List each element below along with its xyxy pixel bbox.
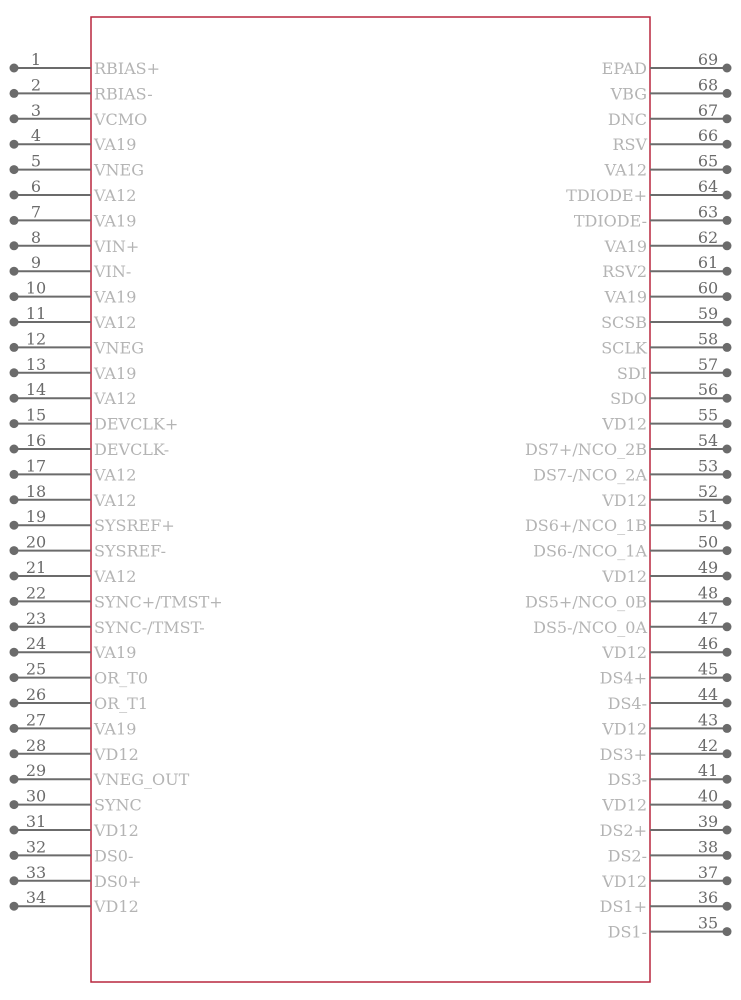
pin-11 bbox=[10, 304, 137, 332]
pin-terminal-dot bbox=[10, 648, 19, 657]
pin-label: VD12 bbox=[602, 871, 647, 891]
pin-number: 43 bbox=[697, 710, 719, 730]
pin-label: VD12 bbox=[94, 744, 139, 764]
pin-terminal-dot bbox=[10, 622, 19, 631]
pin-terminal-dot bbox=[10, 419, 19, 428]
pin-terminal-dot bbox=[723, 673, 732, 682]
pin-number: 33 bbox=[25, 862, 47, 882]
pin-terminal-dot bbox=[723, 826, 732, 835]
pin-terminal-dot bbox=[723, 419, 732, 428]
pin-label: OR_T1 bbox=[94, 694, 149, 713]
pin-number: 10 bbox=[25, 278, 47, 298]
pin-number: 40 bbox=[697, 786, 719, 806]
pin-label: DS2+ bbox=[599, 821, 647, 840]
pin-55 bbox=[601, 406, 731, 434]
pin-number: 15 bbox=[25, 405, 47, 425]
pin-terminal-dot bbox=[723, 546, 732, 555]
pin-label: VA12 bbox=[94, 567, 137, 586]
pin-label: VA12 bbox=[604, 160, 647, 180]
pin-label: VA19 bbox=[94, 287, 137, 307]
pin-28 bbox=[10, 736, 139, 764]
pin-terminal-dot bbox=[723, 318, 732, 327]
pin-terminal-dot bbox=[723, 927, 732, 936]
pin-number: 2 bbox=[30, 75, 42, 95]
pin-label: DEVCLK+ bbox=[94, 414, 179, 434]
pin-50 bbox=[533, 533, 731, 561]
pin-number: 50 bbox=[697, 532, 719, 552]
pin-label: SYSREF- bbox=[94, 541, 166, 561]
pin-terminal-dot bbox=[10, 851, 19, 860]
pin-terminal-dot bbox=[723, 368, 732, 377]
pin-terminal-dot bbox=[723, 343, 732, 352]
pin-label: VCMO bbox=[94, 109, 148, 129]
pin-label: SYNC-/TMST- bbox=[94, 617, 205, 637]
pin-terminal-dot bbox=[723, 572, 732, 581]
pin-terminal-dot bbox=[723, 191, 732, 200]
pin-terminal-dot bbox=[10, 114, 19, 123]
pin-number: 27 bbox=[25, 710, 47, 730]
pin-label: VA12 bbox=[94, 389, 137, 409]
pin-label: VA19 bbox=[604, 287, 647, 307]
pin-number: 12 bbox=[25, 329, 47, 349]
pin-label: SDI bbox=[616, 363, 647, 383]
pin-30 bbox=[10, 787, 142, 815]
pin-terminal-dot bbox=[723, 775, 732, 784]
pin-number: 7 bbox=[30, 202, 42, 222]
pin-terminal-dot bbox=[723, 292, 732, 301]
pin-number: 47 bbox=[697, 608, 719, 628]
pin-16 bbox=[10, 431, 170, 459]
pin-terminal-dot bbox=[10, 394, 19, 403]
pin-27 bbox=[10, 710, 137, 738]
pin-terminal-dot bbox=[10, 673, 19, 682]
pin-number: 46 bbox=[697, 634, 719, 654]
right-pin-group bbox=[525, 50, 732, 942]
pin-number: 39 bbox=[697, 812, 719, 831]
pin-67 bbox=[608, 101, 732, 129]
pin-number: 28 bbox=[25, 735, 47, 755]
pin-number: 64 bbox=[697, 177, 719, 196]
pin-terminal-dot bbox=[10, 368, 19, 377]
pin-label: VA12 bbox=[94, 186, 137, 205]
pin-number: 67 bbox=[697, 100, 719, 120]
pin-label: DNC bbox=[607, 109, 647, 129]
pin-label: VA19 bbox=[94, 363, 137, 383]
pin-label: VA19 bbox=[94, 719, 137, 739]
pin-number: 31 bbox=[25, 812, 47, 831]
pin-terminal-dot bbox=[723, 495, 732, 504]
pin-31 bbox=[10, 812, 139, 840]
pin-41 bbox=[608, 761, 732, 789]
pin-label: OR_T0 bbox=[94, 668, 149, 688]
pin-number: 36 bbox=[697, 888, 719, 908]
pin-terminal-dot bbox=[10, 902, 19, 911]
pin-terminal-dot bbox=[10, 318, 19, 327]
pin-label: VD12 bbox=[602, 795, 647, 815]
pin-label: RBIAS+ bbox=[94, 59, 161, 78]
pin-number: 65 bbox=[697, 151, 719, 171]
pin-terminal-dot bbox=[10, 165, 19, 174]
pin-number: 20 bbox=[25, 532, 47, 552]
pin-2 bbox=[10, 75, 153, 103]
pin-number: 35 bbox=[697, 913, 719, 933]
pin-terminal-dot bbox=[10, 140, 19, 149]
pin-number: 52 bbox=[697, 481, 719, 501]
pin-label: DS7-/NCO_2A bbox=[533, 465, 647, 485]
pin-14 bbox=[10, 380, 137, 408]
pin-44 bbox=[608, 685, 732, 713]
pin-21 bbox=[10, 558, 137, 586]
pin-label: VA19 bbox=[94, 211, 137, 231]
pin-46 bbox=[601, 634, 731, 662]
pin-number: 5 bbox=[30, 151, 42, 171]
pin-number: 62 bbox=[697, 227, 719, 247]
pin-number: 58 bbox=[697, 329, 719, 349]
pin-17 bbox=[10, 456, 137, 484]
pin-terminal-dot bbox=[10, 64, 19, 73]
pin-number: 22 bbox=[25, 583, 47, 603]
pin-label: DS6-/NCO_1A bbox=[533, 541, 647, 561]
pin-terminal-dot bbox=[10, 191, 19, 200]
pin-terminal-dot bbox=[723, 648, 732, 657]
pin-label: RBIAS- bbox=[94, 84, 153, 104]
pin-number: 63 bbox=[697, 202, 719, 222]
pin-number: 68 bbox=[697, 75, 719, 95]
pin-number: 69 bbox=[697, 50, 719, 69]
pin-number: 37 bbox=[697, 862, 719, 882]
pin-number: 24 bbox=[25, 634, 47, 654]
pin-number: 9 bbox=[30, 253, 42, 273]
pin-number: 16 bbox=[25, 431, 47, 450]
pin-35 bbox=[608, 914, 732, 942]
pin-label: DS4- bbox=[607, 694, 647, 713]
pin-label: SDO bbox=[610, 389, 647, 409]
pin-number: 59 bbox=[697, 304, 719, 323]
pin-20 bbox=[10, 533, 167, 561]
pin-number: 23 bbox=[25, 608, 47, 628]
pin-terminal-dot bbox=[10, 89, 19, 98]
pin-number: 45 bbox=[697, 659, 719, 679]
pin-terminal-dot bbox=[723, 521, 732, 530]
pin-number: 19 bbox=[25, 507, 47, 527]
pin-terminal-dot bbox=[723, 165, 732, 174]
pin-number: 54 bbox=[697, 431, 719, 450]
pin-9 bbox=[10, 253, 132, 281]
pin-number: 3 bbox=[30, 100, 42, 120]
pin-terminal-dot bbox=[10, 470, 19, 479]
pin-terminal-dot bbox=[10, 546, 19, 555]
pin-terminal-dot bbox=[10, 876, 19, 885]
pin-label: DS1+ bbox=[599, 897, 647, 917]
pin-label: VNEG bbox=[94, 338, 145, 358]
pin-51 bbox=[525, 507, 732, 535]
pin-number: 6 bbox=[30, 177, 42, 196]
pin-15 bbox=[10, 406, 179, 434]
pin-terminal-dot bbox=[723, 724, 732, 733]
pin-13 bbox=[10, 355, 137, 383]
pin-label: DS1- bbox=[607, 922, 647, 942]
pin-label: DS0+ bbox=[94, 871, 142, 891]
pin-label: DS5+/NCO_0B bbox=[524, 592, 647, 612]
pin-60 bbox=[604, 279, 732, 307]
ic-body-outline bbox=[91, 17, 650, 982]
pin-42 bbox=[600, 736, 732, 764]
pin-54 bbox=[525, 431, 732, 459]
pin-terminal-dot bbox=[10, 572, 19, 581]
pin-26 bbox=[10, 685, 149, 713]
pin-number: 4 bbox=[30, 126, 42, 146]
pin-1 bbox=[10, 50, 161, 78]
pin-number: 26 bbox=[25, 685, 47, 704]
pin-53 bbox=[533, 456, 731, 484]
pin-terminal-dot bbox=[10, 699, 19, 708]
pin-label: DS0- bbox=[94, 846, 134, 866]
pin-label: VA12 bbox=[94, 490, 137, 510]
pin-label: VIN- bbox=[94, 262, 132, 282]
pin-49 bbox=[601, 558, 731, 586]
pin-48 bbox=[525, 583, 732, 611]
pin-38 bbox=[608, 837, 732, 865]
pin-8 bbox=[10, 228, 140, 256]
pin-number: 1 bbox=[30, 50, 42, 69]
pin-number: 42 bbox=[697, 735, 719, 755]
pin-number: 49 bbox=[697, 558, 719, 577]
pin-terminal-dot bbox=[723, 114, 732, 123]
pin-terminal-dot bbox=[723, 699, 732, 708]
pin-terminal-dot bbox=[10, 267, 19, 276]
pin-label: VD12 bbox=[94, 821, 139, 840]
pin-34 bbox=[10, 888, 139, 916]
pin-number: 56 bbox=[697, 380, 719, 400]
pin-label: DS7+/NCO_2B bbox=[524, 440, 647, 459]
pin-terminal-dot bbox=[723, 851, 732, 860]
pin-terminal-dot bbox=[10, 775, 19, 784]
pin-number: 60 bbox=[697, 278, 719, 298]
pin-7 bbox=[10, 202, 137, 230]
pin-terminal-dot bbox=[723, 622, 732, 631]
pin-39 bbox=[600, 812, 732, 840]
pin-label: DS3+ bbox=[599, 744, 647, 764]
pin-57 bbox=[617, 355, 732, 383]
pin-23 bbox=[10, 609, 205, 637]
pin-label: EPAD bbox=[601, 59, 647, 78]
pin-59 bbox=[601, 304, 731, 332]
pin-68 bbox=[610, 75, 732, 103]
pin-number: 11 bbox=[25, 304, 47, 323]
pin-label: VA19 bbox=[604, 236, 647, 256]
pin-61 bbox=[602, 253, 731, 281]
pin-66 bbox=[612, 126, 731, 154]
pin-terminal-dot bbox=[10, 724, 19, 733]
pin-terminal-dot bbox=[10, 521, 19, 530]
pin-number: 55 bbox=[697, 405, 719, 425]
pin-number: 53 bbox=[697, 456, 719, 476]
pin-33 bbox=[10, 863, 142, 891]
pin-label: VD12 bbox=[94, 897, 139, 917]
pin-label: SYSREF+ bbox=[94, 516, 175, 536]
pin-label: VNEG_OUT bbox=[94, 770, 190, 790]
pin-label: DS3- bbox=[607, 770, 647, 790]
pin-number: 57 bbox=[697, 354, 719, 374]
pin-19 bbox=[10, 507, 175, 535]
pin-terminal-dot bbox=[723, 89, 732, 98]
pin-number: 13 bbox=[25, 354, 47, 374]
pin-number: 32 bbox=[25, 837, 47, 857]
pin-label: TDIODE+ bbox=[566, 186, 647, 205]
pin-25 bbox=[10, 660, 149, 688]
pin-label: DS2- bbox=[607, 846, 647, 866]
pin-terminal-dot bbox=[723, 216, 732, 225]
pin-3 bbox=[10, 101, 148, 129]
pin-22 bbox=[10, 583, 223, 611]
pin-label: DS4+ bbox=[599, 668, 647, 688]
pin-label: DS6+/NCO_1B bbox=[524, 516, 647, 536]
pin-6 bbox=[10, 177, 137, 205]
pin-number: 44 bbox=[697, 685, 719, 704]
pin-terminal-dot bbox=[723, 64, 732, 73]
pin-label: TDIODE- bbox=[573, 211, 647, 231]
pin-65 bbox=[604, 152, 732, 180]
pin-62 bbox=[604, 228, 732, 256]
pin-number: 38 bbox=[697, 837, 719, 857]
pin-43 bbox=[601, 710, 731, 738]
pin-label: VD12 bbox=[602, 567, 647, 586]
left-pin-group bbox=[10, 50, 223, 916]
pin-label: SYNC bbox=[94, 795, 142, 815]
pin-40 bbox=[601, 787, 731, 815]
pin-4 bbox=[10, 126, 137, 154]
pin-label: VNEG bbox=[94, 160, 145, 180]
pin-terminal-dot bbox=[10, 800, 19, 809]
pin-number: 61 bbox=[697, 253, 719, 273]
pin-terminal-dot bbox=[723, 597, 732, 606]
pin-number: 34 bbox=[25, 888, 47, 908]
pin-label: VA19 bbox=[94, 135, 137, 155]
pin-terminal-dot bbox=[723, 445, 732, 454]
pin-47 bbox=[533, 609, 731, 637]
pin-label: VA19 bbox=[94, 643, 137, 663]
pin-number: 14 bbox=[25, 380, 47, 400]
pin-label: DS5-/NCO_0A bbox=[533, 617, 647, 637]
pin-number: 25 bbox=[25, 659, 47, 679]
pin-label: VD12 bbox=[602, 414, 647, 434]
pin-label: DEVCLK- bbox=[94, 440, 170, 459]
pin-label: VIN+ bbox=[94, 236, 140, 256]
pin-45 bbox=[600, 660, 732, 688]
pin-label: VBG bbox=[610, 84, 647, 104]
pin-terminal-dot bbox=[723, 267, 732, 276]
pin-5 bbox=[10, 152, 145, 180]
pin-terminal-dot bbox=[10, 445, 19, 454]
pin-terminal-dot bbox=[723, 876, 732, 885]
pin-terminal-dot bbox=[10, 826, 19, 835]
pin-terminal-dot bbox=[723, 902, 732, 911]
pin-number: 17 bbox=[25, 456, 47, 476]
pin-label: RSV2 bbox=[602, 262, 647, 282]
pin-label: VA12 bbox=[94, 313, 137, 332]
pin-12 bbox=[10, 329, 145, 357]
pin-terminal-dot bbox=[723, 470, 732, 479]
pin-terminal-dot bbox=[723, 749, 732, 758]
pin-32 bbox=[10, 837, 134, 865]
pin-terminal-dot bbox=[723, 140, 732, 149]
pin-number: 29 bbox=[25, 761, 47, 781]
pin-terminal-dot bbox=[10, 343, 19, 352]
pin-56 bbox=[610, 380, 731, 408]
pin-58 bbox=[601, 329, 731, 357]
pin-number: 18 bbox=[25, 481, 47, 501]
pin-terminal-dot bbox=[723, 241, 732, 250]
pin-number: 8 bbox=[30, 227, 42, 247]
pin-label: VA12 bbox=[94, 465, 137, 485]
pin-terminal-dot bbox=[10, 495, 19, 504]
pin-number: 41 bbox=[697, 761, 719, 781]
pin-69 bbox=[602, 50, 732, 78]
pin-label: SYNC+/TMST+ bbox=[94, 592, 223, 612]
pin-29 bbox=[10, 761, 190, 789]
pin-terminal-dot bbox=[10, 216, 19, 225]
pin-terminal-dot bbox=[10, 292, 19, 301]
pin-36 bbox=[600, 888, 732, 916]
pin-terminal-dot bbox=[723, 800, 732, 809]
pin-number: 66 bbox=[697, 126, 719, 146]
pin-10 bbox=[10, 279, 137, 307]
pin-52 bbox=[601, 482, 731, 510]
pin-label: RSV bbox=[612, 135, 647, 155]
pin-18 bbox=[10, 482, 137, 510]
pin-label: SCSB bbox=[601, 313, 647, 332]
pin-37 bbox=[601, 863, 731, 891]
pin-24 bbox=[10, 634, 137, 662]
pin-terminal-dot bbox=[10, 241, 19, 250]
pin-number: 21 bbox=[25, 558, 47, 577]
pin-number: 48 bbox=[697, 583, 719, 603]
pin-64 bbox=[566, 177, 731, 205]
pin-63 bbox=[574, 202, 732, 230]
pin-label: VD12 bbox=[602, 643, 647, 663]
pin-number: 30 bbox=[25, 786, 47, 806]
pin-label: VD12 bbox=[602, 490, 647, 510]
pin-terminal-dot bbox=[10, 749, 19, 758]
pin-number: 51 bbox=[697, 507, 719, 527]
pin-label: VD12 bbox=[602, 719, 647, 739]
pin-terminal-dot bbox=[723, 394, 732, 403]
pin-terminal-dot bbox=[10, 597, 19, 606]
pin-label: SCLK bbox=[601, 338, 647, 358]
